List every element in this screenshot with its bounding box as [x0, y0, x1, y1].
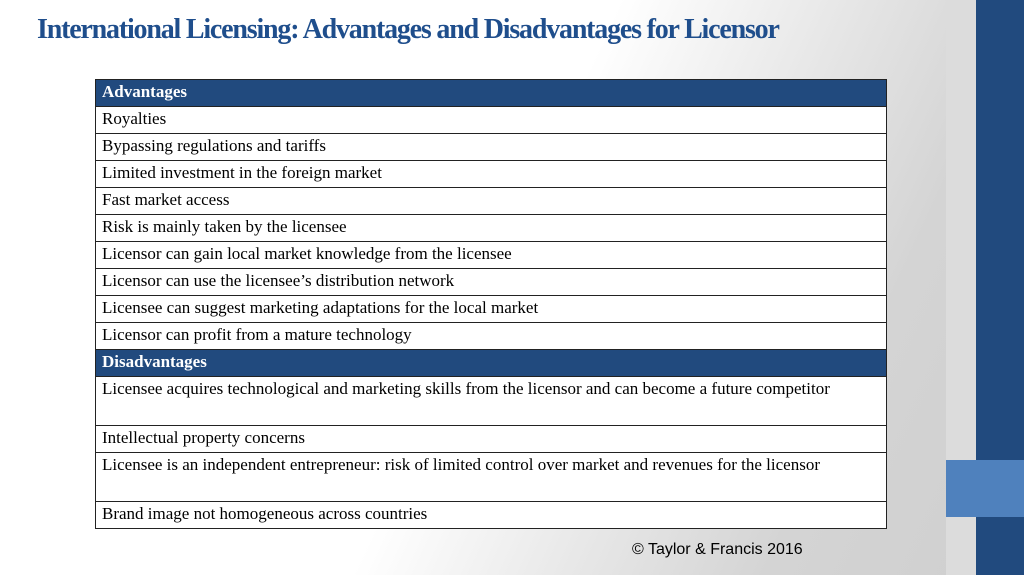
advantages-disadvantages-table: [95, 79, 887, 529]
advantage-item: Risk is mainly taken by the licensee: [96, 215, 887, 242]
disadvantage-item: Licensee is an independent entrepreneur: risk of limited control over market and revenues for the licensor: [96, 453, 887, 502]
table-row: [96, 215, 887, 242]
advantage-item: Licensor can gain local market knowledge from the licensee: [96, 242, 887, 269]
table-row: [96, 426, 887, 453]
side-accent-block: [946, 460, 1024, 517]
disadvantages-header-row: [96, 350, 887, 377]
licensing-table: [95, 79, 887, 529]
table-row: [96, 134, 887, 161]
slide-title: International Licensing: Advantages and Disadvantages for Licensor: [37, 14, 779, 45]
advantages-header-row: [96, 80, 887, 107]
advantage-item: Fast market access: [96, 188, 887, 215]
copyright-notice: © Taylor & Francis 2016: [632, 541, 803, 558]
table-row: [96, 502, 887, 529]
table-row: [96, 107, 887, 134]
advantage-item: Royalties: [96, 107, 887, 134]
advantage-item: Licensor can profit from a mature technology: [96, 323, 887, 350]
table-row: [96, 188, 887, 215]
advantage-item: Licensor can use the licensee’s distribution network: [96, 269, 887, 296]
disadvantages-header: Disadvantages: [96, 350, 887, 377]
advantage-item: Limited investment in the foreign market: [96, 161, 887, 188]
disadvantage-item: Brand image not homogeneous across countries: [96, 502, 887, 529]
table-row: [96, 161, 887, 188]
advantages-header: Advantages: [96, 80, 887, 107]
disadvantage-item: Intellectual property concerns: [96, 426, 887, 453]
advantage-item: Bypassing regulations and tariffs: [96, 134, 887, 161]
table-row: [96, 377, 887, 426]
table-row: [96, 242, 887, 269]
table-row: [96, 269, 887, 296]
table-row: [96, 323, 887, 350]
advantage-item: Licensee can suggest marketing adaptations for the local market: [96, 296, 887, 323]
table-row: [96, 453, 887, 502]
disadvantage-item: Licensee acquires technological and marketing skills from the licensor and can become a future competitor: [96, 377, 887, 426]
table-row: [96, 296, 887, 323]
